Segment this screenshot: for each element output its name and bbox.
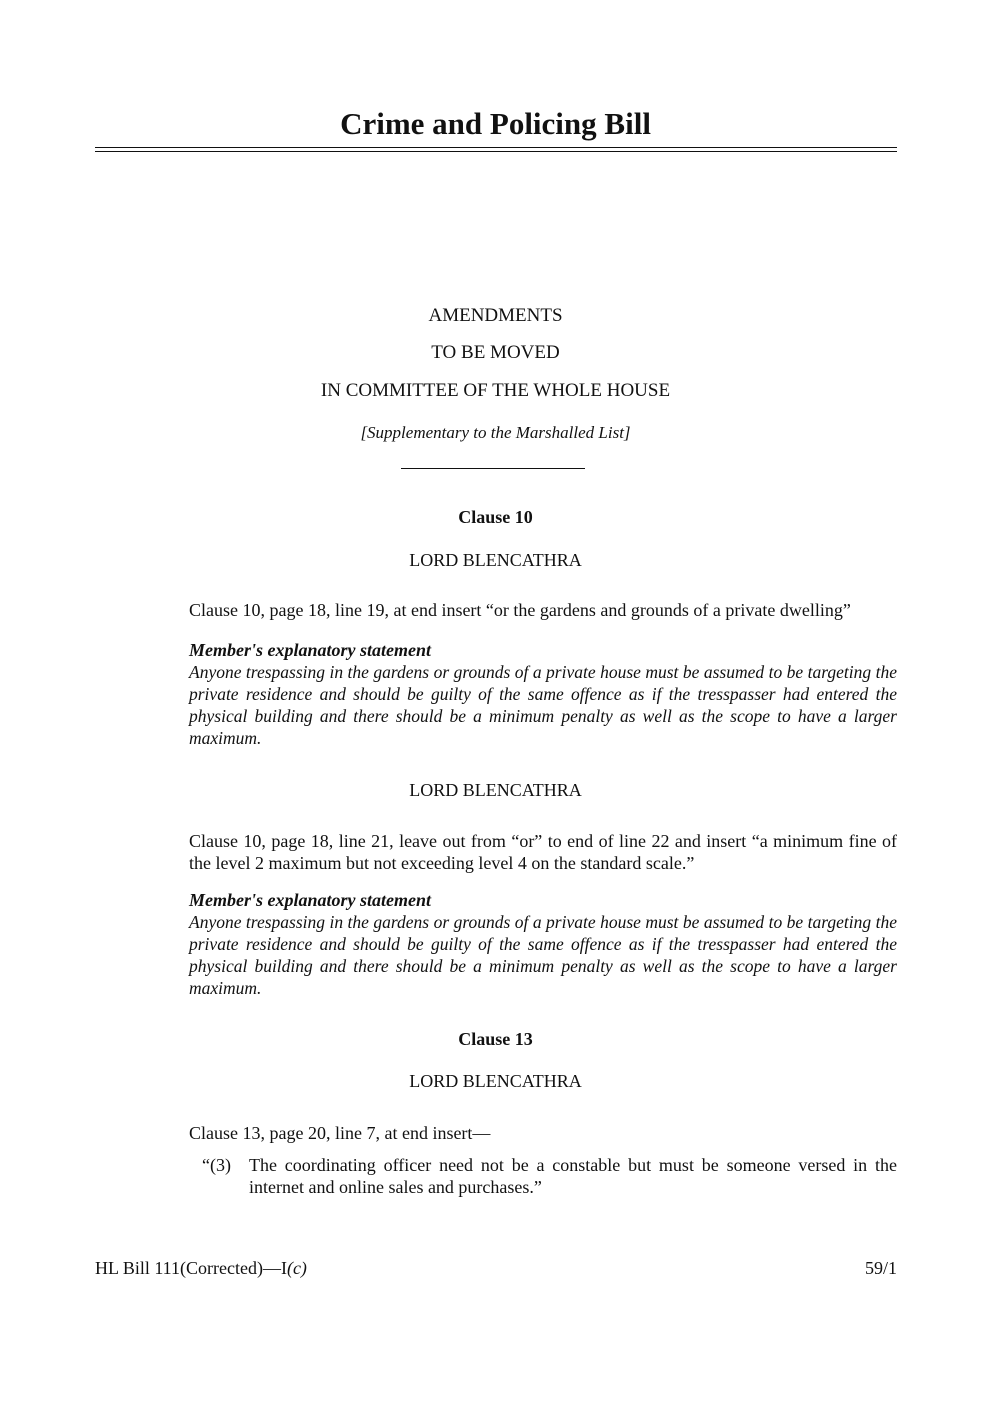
preamble-amendments: AMENDMENTS [428,305,563,326]
title-rule-top [95,147,897,148]
clause-heading: Clause 13 [458,1029,533,1049]
amendment-text: Clause 13, page 20, line 7, at end insert— [189,1123,491,1143]
subsection-number: “(3) [202,1155,231,1175]
clause-heading: Clause 10 [458,507,533,527]
bill-reference-suffix: (c) [286,1258,307,1278]
subsection-text: The coordinating officer need not be a constable but must be someone versed in the internet and online sales and purchases.” [249,1155,897,1197]
page-reference: 59/1 [864,1258,897,1278]
bill-reference-text: HL Bill 111(Corrected)—I [95,1258,287,1278]
bill-title: Crime and Policing Bill [340,106,651,141]
statement-heading: Member's explanatory statement [189,890,431,910]
divider [401,468,585,469]
amendment-text: Clause 10, page 18, line 19, at end insert “or the gardens and grounds of a private dwelling” [189,600,851,620]
member-name: LORD BLENCATHRA [409,1071,582,1091]
explanatory-statement: Anyone trespassing in the gardens or grounds of a private house must be assumed to be targeting the private residence and should be guilty of the same offence as if the tresspasser had entered the physical building and there should be a minimum penalty as well as the scope to have a larger maximum. [189,662,897,748]
title-rule-bottom [95,151,897,152]
amendment-text: Clause 10, page 18, line 21, leave out from “or” to end of line 22 and insert “a minimum fine of the level 2 maximum but not exceeding level 4 on the standard scale.” [189,831,897,873]
preamble-note: [Supplementary to the Marshalled List] [360,423,631,442]
member-name: LORD BLENCATHRA [409,780,582,800]
member-name: LORD BLENCATHRA [409,550,582,570]
explanatory-statement: Anyone trespassing in the gardens or grounds of a private house must be assumed to be targeting the private residence and should be guilty of the same offence as if the tresspasser had entered the physical building and there should be a minimum penalty as well as the scope to have a larger maximum. [189,912,897,998]
bill-reference [95,1258,307,1279]
preamble-to-be-moved: TO BE MOVED [431,342,560,363]
preamble-committee: IN COMMITTEE OF THE WHOLE HOUSE [320,380,671,401]
statement-heading: Member's explanatory statement [189,640,431,660]
